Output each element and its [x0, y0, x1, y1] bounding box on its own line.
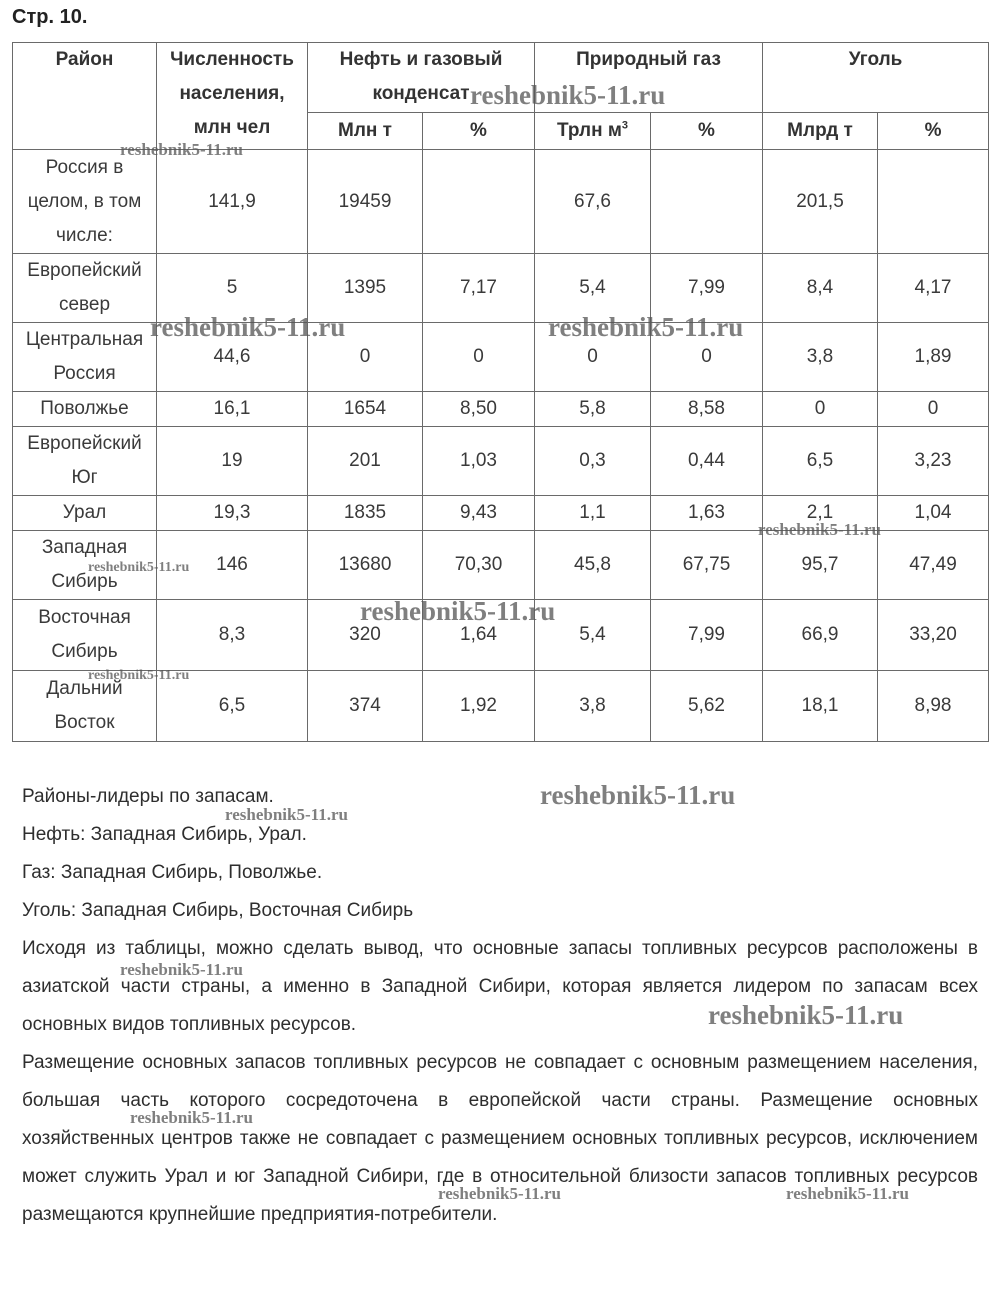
header-district: Район — [13, 43, 157, 150]
gas-value: 5,4 — [535, 600, 651, 671]
gas-value: 0 — [535, 323, 651, 392]
population: 16,1 — [157, 392, 308, 427]
gas-percent: 8,58 — [651, 392, 763, 427]
population: 44,6 — [157, 323, 308, 392]
population: 8,3 — [157, 600, 308, 671]
population: 146 — [157, 531, 308, 600]
oil-percent: 70,30 — [423, 531, 535, 600]
gas-unit-label: Трлн м — [556, 120, 622, 141]
oil-percent: 7,17 — [423, 254, 535, 323]
watermark: reshebnik5-11.ru — [150, 312, 346, 342]
conclusion-paragraph-2: Размещение основных запасов топливных ресурсов не совпадает с основным размещением населения, большая часть которого сосредоточена в европейской части страны. Размещение основных хозяйственных центров также не совпадает с размещением основных топливных ресурсов, исключением может служить Урал и юг Западной Сибири, где в относительной близости запасов топливных ресурсов размещаются крупнейшие предприятия-потребители. — [22, 1052, 978, 1225]
coal-value: 95,7 — [763, 531, 878, 600]
district-name: Дальний Восток — [13, 671, 157, 742]
population: 141,9 — [157, 150, 308, 254]
header-oil: Нефть и газовый конденсат — [308, 43, 535, 113]
reserves-table — [12, 42, 989, 742]
coal-value: 6,5 — [763, 427, 878, 496]
oil-value: 201 — [308, 427, 423, 496]
coal-percent: 47,49 — [878, 531, 989, 600]
header-gas-pct: % — [651, 113, 763, 150]
conclusion-paragraph-1: Исходя из таблицы, можно сделать вывод, что основные запасы топливных ресурсов расположены в азиатской части страны, а именно в Западной Сибири, которая является лидером по запасам всех основных видов топливных ресурсов. — [22, 938, 978, 1035]
oil-value: 320 — [308, 600, 423, 671]
table-body — [13, 150, 989, 742]
table-row — [13, 531, 989, 600]
gas-value: 5,8 — [535, 392, 651, 427]
table-row — [13, 150, 989, 254]
watermark: reshebnik5-11.ru — [470, 80, 666, 110]
header-gas-unit — [535, 113, 651, 150]
watermark: reshebnik5-11.ru — [438, 1184, 561, 1203]
coal-value: 66,9 — [763, 600, 878, 671]
oil-value: 1395 — [308, 254, 423, 323]
oil-value: 374 — [308, 671, 423, 742]
coal-value: 2,1 — [763, 496, 878, 531]
watermark: reshebnik5-11.ru — [548, 312, 744, 342]
watermark: reshebnik5-11.ru — [120, 140, 243, 159]
gas-percent: 7,99 — [651, 254, 763, 323]
oil-value: 1835 — [308, 496, 423, 531]
gas-percent: 5,62 — [651, 671, 763, 742]
district-name: Европейский север — [13, 254, 157, 323]
watermark: reshebnik5-11.ru — [540, 780, 736, 810]
oil-percent: 0 — [423, 323, 535, 392]
coal-value: 3,8 — [763, 323, 878, 392]
district-name: Россия в целом, в том числе: — [13, 150, 157, 254]
gas-percent: 67,75 — [651, 531, 763, 600]
coal-leaders: Уголь: Западная Сибирь, Восточная Сибирь — [22, 900, 414, 921]
gas-value: 67,6 — [535, 150, 651, 254]
coal-percent: 33,20 — [878, 600, 989, 671]
coal-percent: 8,98 — [878, 671, 989, 742]
oil-percent: 8,50 — [423, 392, 535, 427]
header-population: Численность населения, млн чел — [157, 43, 308, 150]
gas-value: 0,3 — [535, 427, 651, 496]
header-coal-unit: Млрд т — [763, 113, 878, 150]
oil-leaders: Нефть: Западная Сибирь, Урал. — [22, 824, 307, 845]
gas-value: 1,1 — [535, 496, 651, 531]
table-row — [13, 323, 989, 392]
table-row — [13, 427, 989, 496]
gas-percent: 0 — [651, 323, 763, 392]
coal-percent: 1,04 — [878, 496, 989, 531]
page-title: Стр. 10. — [12, 6, 88, 28]
leaders-intro: Районы-лидеры по запасам. — [22, 786, 274, 807]
population: 5 — [157, 254, 308, 323]
coal-percent: 0 — [878, 392, 989, 427]
header-oil-unit: Млн т — [308, 113, 423, 150]
oil-value: 1654 — [308, 392, 423, 427]
gas-value: 45,8 — [535, 531, 651, 600]
gas-unit-superscript: 3 — [621, 119, 629, 132]
gas-percent: 7,99 — [651, 600, 763, 671]
district-name: Западная Сибирь — [13, 531, 157, 600]
oil-value: 13680 — [308, 531, 423, 600]
oil-percent: 1,92 — [423, 671, 535, 742]
watermark: reshebnik5-11.ru — [88, 668, 190, 683]
population: 6,5 — [157, 671, 308, 742]
watermark: reshebnik5-11.ru — [786, 1184, 909, 1203]
oil-percent: 9,43 — [423, 496, 535, 531]
coal-percent: 4,17 — [878, 254, 989, 323]
header-oil-pct: % — [423, 113, 535, 150]
header-coal-pct: % — [878, 113, 989, 150]
coal-percent — [878, 150, 989, 254]
answer-text — [22, 778, 978, 1234]
gas-percent: 0,44 — [651, 427, 763, 496]
district-name: Центральная Россия — [13, 323, 157, 392]
watermark: reshebnik5-11.ru — [758, 520, 881, 539]
table-row — [13, 392, 989, 427]
header-coal: Уголь — [763, 43, 989, 113]
header-gas: Природный газ — [535, 43, 763, 113]
table-row — [13, 600, 989, 671]
table-row — [13, 496, 989, 531]
gas-percent: 1,63 — [651, 496, 763, 531]
district-name: Восточная Сибирь — [13, 600, 157, 671]
gas-value: 5,4 — [535, 254, 651, 323]
oil-percent: 1,03 — [423, 427, 535, 496]
oil-percent — [423, 150, 535, 254]
oil-value: 0 — [308, 323, 423, 392]
watermark: reshebnik5-11.ru — [360, 596, 556, 626]
coal-value: 18,1 — [763, 671, 878, 742]
coal-percent: 1,89 — [878, 323, 989, 392]
watermark: reshebnik5-11.ru — [88, 560, 190, 575]
watermark: reshebnik5-11.ru — [130, 1108, 253, 1127]
coal-percent: 3,23 — [878, 427, 989, 496]
gas-percent — [651, 150, 763, 254]
coal-value: 8,4 — [763, 254, 878, 323]
gas-value: 3,8 — [535, 671, 651, 742]
district-name: Поволжье — [13, 392, 157, 427]
table-row — [13, 671, 989, 742]
table-row — [13, 254, 989, 323]
oil-value: 19459 — [308, 150, 423, 254]
district-name: Европейский Юг — [13, 427, 157, 496]
coal-value: 0 — [763, 392, 878, 427]
gas-leaders: Газ: Западная Сибирь, Поволжье. — [22, 862, 323, 883]
population: 19,3 — [157, 496, 308, 531]
coal-value: 201,5 — [763, 150, 878, 254]
oil-percent: 1,64 — [423, 600, 535, 671]
population: 19 — [157, 427, 308, 496]
district-name: Урал — [13, 496, 157, 531]
watermark: reshebnik5-11.ru — [120, 960, 243, 979]
watermark: reshebnik5-11.ru — [708, 1000, 904, 1030]
watermark: reshebnik5-11.ru — [225, 805, 348, 824]
